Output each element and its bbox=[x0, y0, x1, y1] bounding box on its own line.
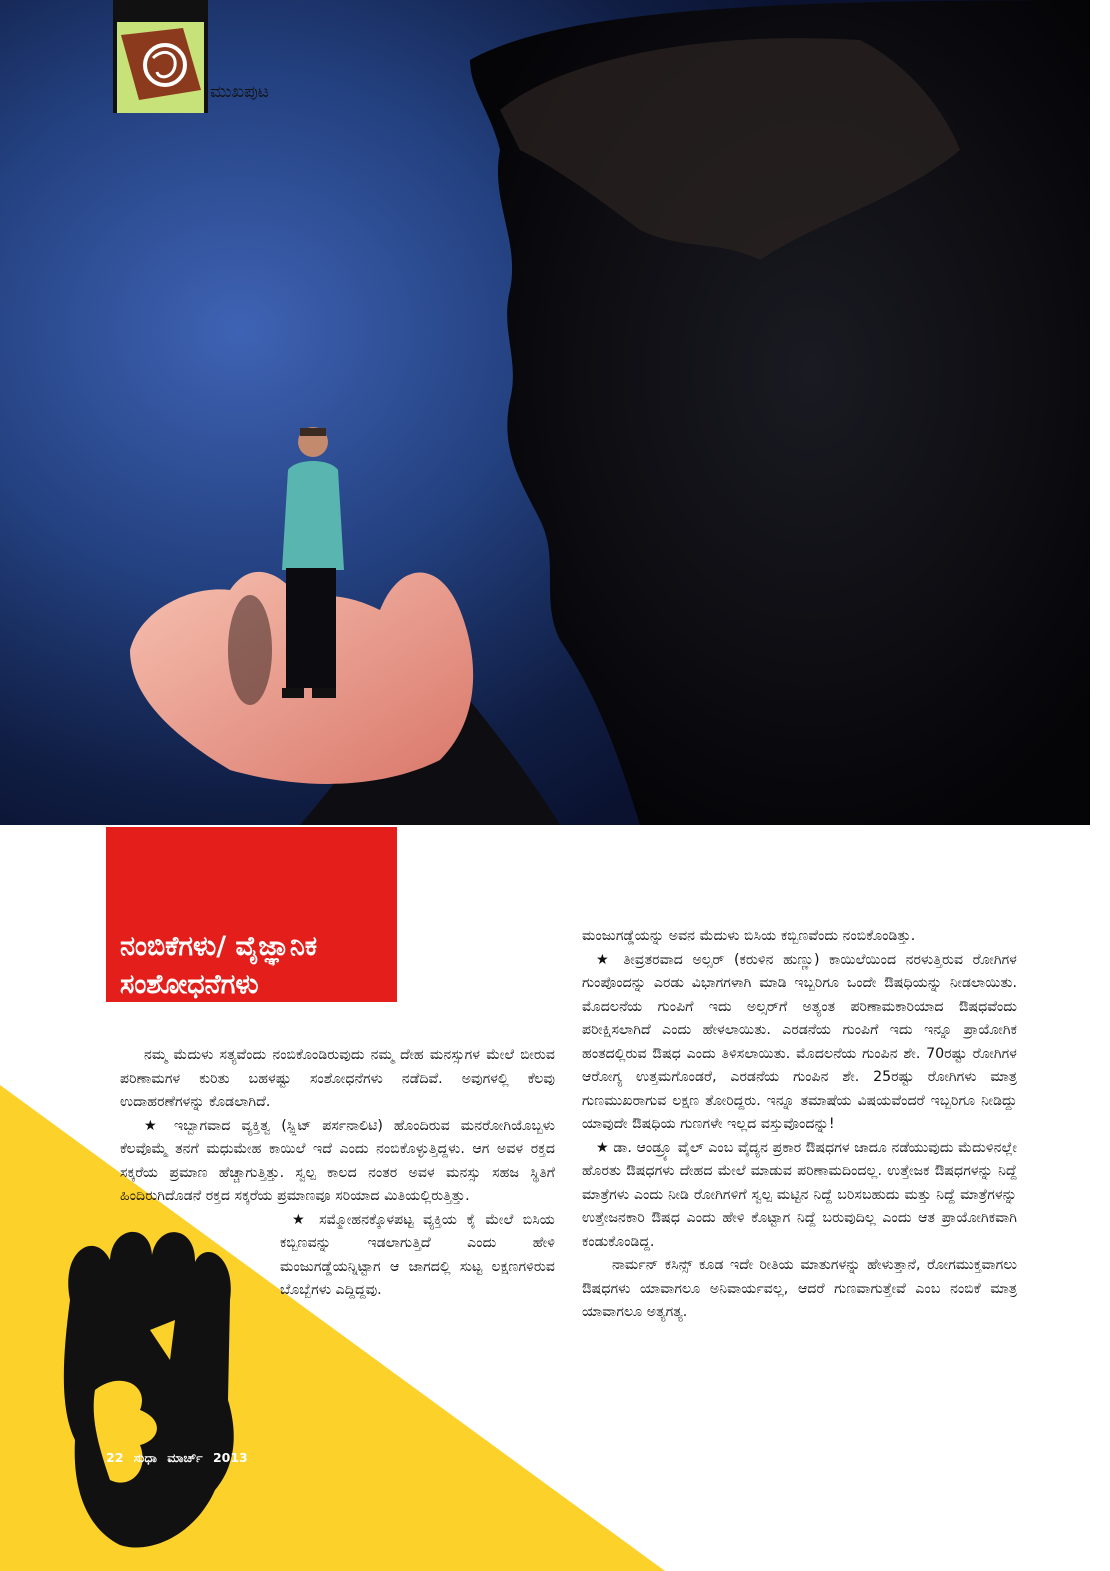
paragraph: ಮಂಜುಗಡ್ಡೆಯನ್ನು ಅವನ ಮೆದುಳು ಬಿಸಿಯ ಕಬ್ಬಿಣವೆಂದು ನಂಬಿಕೊಂಡಿತ್ತು. bbox=[582, 928, 916, 944]
paragraph: ★ ತೀವ್ರತರವಾದ ಅಲ್ಸರ್ (ಕರುಳಿನ ಹುಣ್ಣು) ಕಾಯಿಲೆಯಿಂದ ನರಳುತ್ತಿರುವ ರೋಗಿಗಳ ಗುಂಪೊಂದನ್ನು ಎರಡು ವಿಭಾಗಗಳಾಗಿ ಮಾಡಿ ಇಬ್ಬರಿಗೂ ಒಂದೇ ಔಷಧಿಯನ್ನು ನೀಡಲಾಯಿತು. ಮೊದಲನೆಯ ಗುಂಪಿಗೆ ಇದು ಅಲ್ಸರ್‌ಗೆ ಅತ್ಯಂತ ಪರಿಣಾಮಕಾರಿಯಾದ ಔಷಧವೆಂದು ಪರೀಕ್ಷಿಸಲಾಗಿದೆ ಎಂದು ಹೇಳಲಾಯಿತು. ಎರಡನೆಯ ಗುಂಪಿಗೆ ಇದು ಇನ್ನೂ ಪ್ರಾಯೋಗಿಕ ಹಂತದಲ್ಲಿರುವ ಔಷಧ ಎಂದು ತಿಳಿಸಲಾಯಿತು. ಮೊದಲನೆಯ ಗುಂಪಿನ ಶೇ. 70ರಷ್ಟು ರೋಗಿಗಳ ಆರೋಗ್ಯ ಉತ್ತಮಗೊಂಡರೆ, ಎರಡನೆಯ ಗುಂಪಿನ ಶೇ. 25ರಷ್ಟು ರೋಗಿಗಳು ಮಾತ್ರ ಗುಣಮುಖರಾಗುವ ಲಕ್ಷಣ ತೋರಿದ್ದರು. ಇನ್ನೂ ತಮಾಷೆಯ ವಿಷಯವೆಂದರೆ ಇಬ್ಬರಿಗೂ ನೀಡಿದ್ದು ಯಾವುದೇ ಔಷಧಿಯ ಗುಣಗಳೇ ಇಲ್ಲದ ವಸ್ತುವೊಂದನ್ನು! bbox=[582, 951, 1017, 1132]
headline-line2: ಸಂಶೋಧನೆಗಳು bbox=[120, 969, 259, 1000]
headline bbox=[120, 928, 390, 1004]
issue-month: ಮಾರ್ಚ್ bbox=[167, 1450, 203, 1465]
paragraph: ★ ಸಮ್ಮೋಹನಕ್ಕೊಳಪಟ್ಟ ವ್ಯಕ್ತಿಯ ಕೈ ಮೇಲೆ ಬಿಸಿಯ ಕಬ್ಬಿಣವನ್ನು ಇಡಲಾಗುತ್ತಿದೆ ಎಂದು ಹೇಳಿ ಮಂಜುಗಡ್ಡೆಯನ್ನಿಟ್ಟಾಗ ಆ ಜಾಗದಲ್ಲಿ ಸುಟ್ಟ ಲಕ್ಷಣಗಳಿರುವ ಬೊಬ್ಬೆಗಳು ಎದ್ದಿದ್ದವು. bbox=[280, 1211, 555, 1298]
issue-year: 2013 bbox=[212, 1450, 248, 1465]
section-label: ಮುಖಪುಟ bbox=[210, 82, 269, 102]
headline-line1: ನಂಬಿಕೆಗಳು/ ವೈಜ್ಞಾನಿಕ bbox=[120, 931, 318, 962]
paragraph: ನಮ್ಮ ಮೆದುಳು ಸತ್ಯವೆಂದು ನಂಬಿಕೊಂಡಿರುವುದು ನಮ್ಮ ದೇಹ ಮನಸ್ಸುಗಳ ಮೇಲೆ ಬೀರುವ ಪರಿಣಾಮಗಳ ಕುರಿತು ಬಹಳಷ್ಟು ಸಂಶೋಧನೆಗಳು ನಡೆದಿವೆ. ಅವುಗಳಲ್ಲಿ ಕೆಲವು ಉದಾಹರಣೆಗಳನ್ನು ಕೊಡಲಾಗಿದೆ. bbox=[120, 1047, 555, 1110]
paragraph: ★ ಇಬ್ಬಾಗವಾದ ವ್ಯಕ್ತಿತ್ವ (ಸ್ಪ್ಲಿಟ್ ಪರ್ಸನಾಲಿಟಿ) ಹೊಂದಿರುವ ಮನರೋಗಿಯೊಬ್ಬಳು ಕೆಲವೊಮ್ಮೆ ತನಗೆ ಮಧುಮೇಹ ಕಾಯಿಲೆ ಇದೆ ಎಂದು ನಂಬಿಕೊಳ್ಳುತ್ತಿದ್ದಳು. ಆಗ ಅವಳ ರಕ್ತದ ಸಕ್ಕರೆಯ ಪ್ರಮಾಣ ಹೆಚ್ಚಾಗುತ್ತಿತ್ತು. ಸ್ವಲ್ಪ ಕಾಲದ ನಂತರ ಅವಳ ಮನಸ್ಸು ಸಹಜ ಸ್ಥಿತಿಗೆ ಹಿಂದಿರುಗಿದೊಡನೆ ರಕ್ತದ ಸಕ್ಕರೆಯ ಪ್ರಮಾಣವೂ ಸರಿಯಾದ ಮಿತಿಯಲ್ಲಿರುತ್ತಿತ್ತು. bbox=[120, 1117, 555, 1204]
standing-man-icon bbox=[282, 427, 344, 698]
column-2 bbox=[582, 925, 1017, 1325]
sudha-logo-icon bbox=[113, 0, 208, 113]
column-1 bbox=[120, 1044, 555, 1303]
page-folio bbox=[106, 1450, 254, 1466]
magazine-name: ಸುಧಾ bbox=[133, 1450, 157, 1465]
page-number: 22 bbox=[106, 1450, 124, 1465]
paragraph: ★ ಡಾ. ಆಂಡ್ರ್ಯೂ ವೈಲ್ ಎಂಬ ವೈದ್ಯನ ಪ್ರಕಾರ ಔಷಧಗಳ ಜಾದೂ ನಡೆಯುವುದು ಮೆದುಳಿನಲ್ಲೇ ಹೊರತು ಔಷಧಗಳು ದೇಹದ ಮೇಲೆ ಮಾಡುವ ಪರಿಣಾಮದಿಂದಲ್ಲ. ಉತ್ತೇಜಕ ಔಷಧಗಳನ್ನು ನಿದ್ದೆ ಮಾತ್ರೆಗಳು ಎಂದು ನೀಡಿ ರೋಗಿಗಳಿಗೆ ಸ್ವಲ್ಪ ಮಟ್ಟಿನ ನಿದ್ದೆ ಬರಿಸಬಹುದು ಮತ್ತು ನಿದ್ದೆ ಮಾತ್ರೆಗಳನ್ನು ಉತ್ತೇಜನಕಾರಿ ಔಷಧ ಎಂದು ಹೇಳಿ ಕೊಟ್ಟಾಗ ನಿದ್ದೆ ಬರುವುದಿಲ್ಲ ಎಂದು ಆತ ಪ್ರಾಯೋಗಿಕವಾಗಿ ಕಂಡುಕೊಂಡಿದ್ದ. bbox=[582, 1139, 1017, 1250]
paragraph: ನಾರ್ಮನ್ ಕಸಿನ್ಸ್ ಕೂಡ ಇದೇ ರೀತಿಯ ಮಾತುಗಳನ್ನು ಹೇಳುತ್ತಾನೆ, ರೋಗಮುಕ್ತವಾಗಲು ಔಷಧಗಳು ಯಾವಾಗಲೂ ಅನಿವಾರ್ಯವಲ್ಲ, ಆದರೆ ಗುಣವಾಗುತ್ತೇವೆ ಎಂಬ ನಂಬಿಕೆ ಮಾತ್ರ ಯಾವಾಗಲೂ ಅತ್ಯಗತ್ಯ. bbox=[582, 1257, 1017, 1320]
